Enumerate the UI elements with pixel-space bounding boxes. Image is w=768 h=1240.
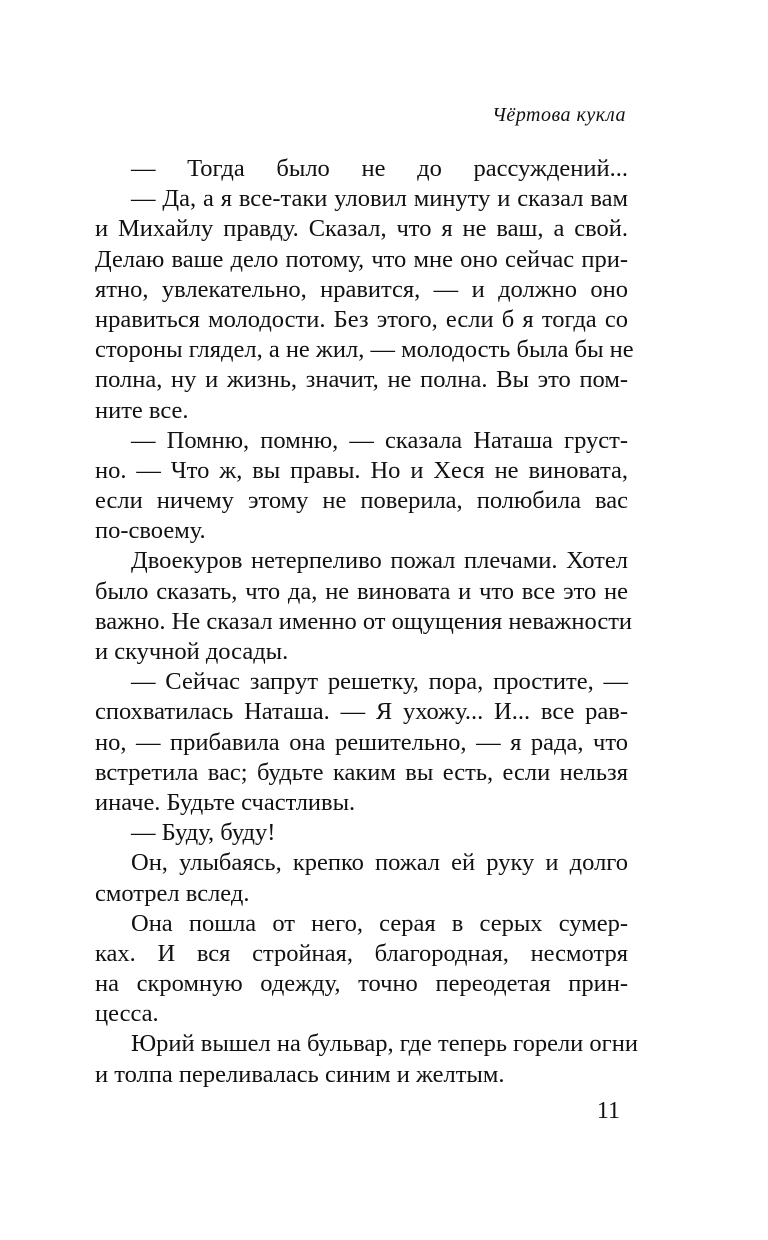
text-line: но. — Что ж, вы правы. Но и Хеся не виновата, xyxy=(95,456,628,484)
page-number: 11 xyxy=(596,1098,620,1124)
text-line: важно. Не сказал именно от ощущения неважности xyxy=(95,607,633,635)
text-line: цесса. xyxy=(95,1000,159,1028)
text-line: было сказать, что да, не виновата и что все это не xyxy=(95,577,628,605)
text-line: по-своему. xyxy=(95,517,206,545)
text-line: и толпа переливалась синим и желтым. xyxy=(95,1060,505,1088)
text-line: если ничему этому не поверила, полюбила вас xyxy=(95,487,628,515)
text-line: ните все. xyxy=(95,396,189,424)
text-line: — Да, а я все-таки уловил минуту и сказал вам xyxy=(131,185,628,213)
text-line: на скромную одежду, точно переодетая прин- xyxy=(95,970,628,998)
text-line: Делаю ваше дело потому, что мне оно сейчас при- xyxy=(95,245,628,273)
text-line: — Буду, буду! xyxy=(131,819,276,847)
text-line: спохватилась Наташа. — Я ухожу... И... все рав- xyxy=(95,698,628,726)
text-line: — Тогда было не до рассуждений... xyxy=(131,155,628,182)
text-line: Двоекуров нетерпеливо пожал плечами. Хотел xyxy=(131,547,628,575)
body-text xyxy=(95,154,638,1090)
text-line: — Помню, помню, — сказала Наташа груст- xyxy=(131,426,628,454)
text-line: и скучной досады. xyxy=(95,638,289,665)
text-line: но, — прибавила она решительно, — я рада, что xyxy=(95,728,628,756)
text-line: ятно, увлекательно, нравится, — и должно оно xyxy=(95,275,628,303)
text-line: Он, улыбаясь, крепко пожал ей руку и долго xyxy=(131,849,628,877)
text-line: — Сейчас запрут решетку, пора, простите, — xyxy=(131,668,628,696)
text-line: встретила вас; будьте каким вы есть, если нельзя xyxy=(95,758,628,786)
text-line: смотрел вслед. xyxy=(95,879,250,907)
text-line: Она пошла от него, серая в серых сумер- xyxy=(131,909,628,937)
text-line: нравиться молодости. Без этого, если б я тогда со xyxy=(95,305,628,333)
text-line: стороны глядел, а не жил, — молодость была бы не xyxy=(95,336,634,364)
running-header-title: Чёртова кукла xyxy=(492,104,626,126)
text-line: полна, ну и жизнь, значит, не полна. Вы это пом- xyxy=(95,366,628,394)
text-line: ках. И вся стройная, благородная, несмотря xyxy=(95,939,628,967)
text-line: Юрий вышел на бульвар, где теперь горели огни xyxy=(131,1030,638,1058)
text-line: и Михайлу правду. Сказал, что я не ваш, а свой. xyxy=(95,215,628,243)
text-line: иначе. Будьте счастливы. xyxy=(95,788,356,816)
